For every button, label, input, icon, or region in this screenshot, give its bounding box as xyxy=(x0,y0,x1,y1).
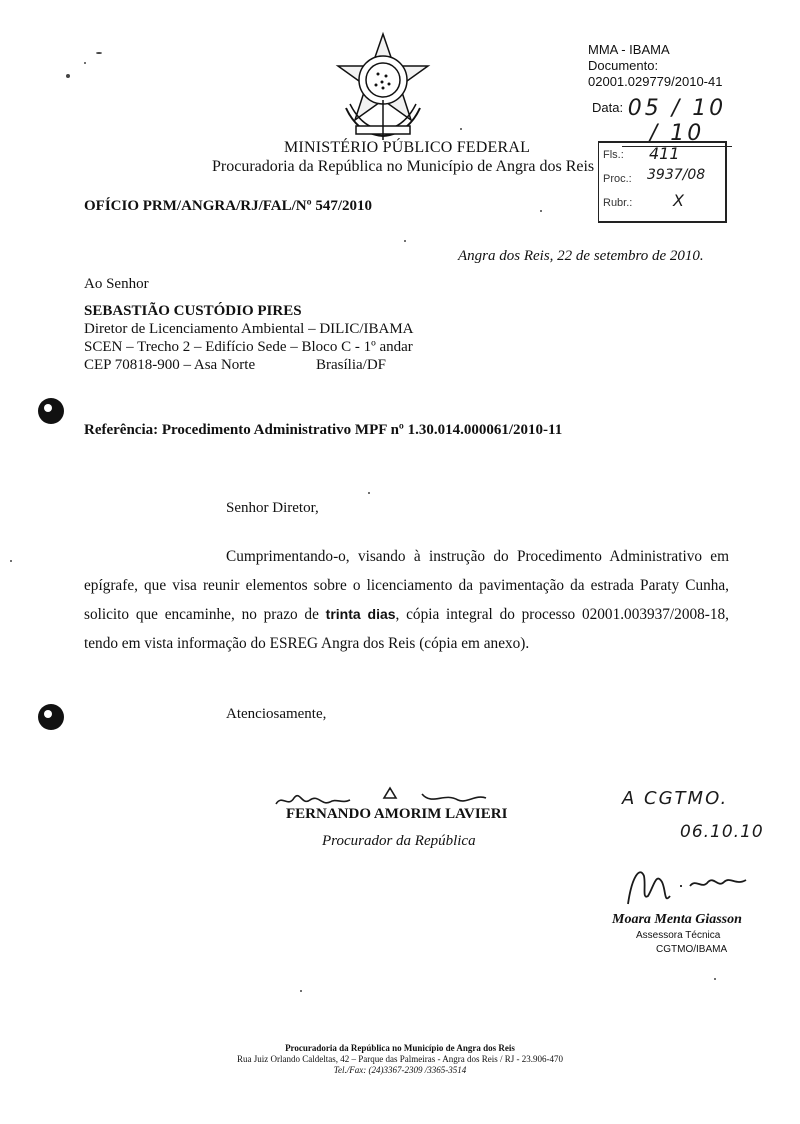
recipient-city: Brasília/DF xyxy=(316,357,386,373)
folio-stamp xyxy=(598,141,727,223)
punch-hole xyxy=(38,704,64,730)
coat-of-arms-emblem xyxy=(328,30,438,142)
letter-footer xyxy=(0,1043,800,1076)
assessor-stamp-role: Assessora Técnica xyxy=(636,930,721,941)
reference-line: Referência: Procedimento Administrativo MPF nº 1.30.014.000061/2010-11 xyxy=(84,422,563,438)
body-text-part2: , cópia integral do processo 02001.003937/2008-18, tendo em vista informação do ESREG Angra dos Reis (cópia em anexo). xyxy=(84,606,729,652)
recipient-cep: CEP 70818-900 – Asa Norte xyxy=(84,357,256,373)
letter-date: Angra dos Reis, 22 de setembro de 2010. xyxy=(458,248,704,264)
body-emphasis: trinta dias xyxy=(325,606,396,622)
punch-hole xyxy=(38,398,64,424)
stamp-date-label: Data: xyxy=(592,100,624,115)
recipient-address: SCEN – Trecho 2 – Edifício Sede – Bloco C - 1º andar xyxy=(84,339,413,355)
assessor-stamp-name: Moara Menta Giasson xyxy=(612,912,742,927)
folio-rubr-label: Rubr.: xyxy=(603,197,633,209)
folio-rubr-value: X xyxy=(673,191,684,210)
salutation: Ao Senhor xyxy=(84,276,149,292)
signer-title: Procurador da República xyxy=(322,833,476,849)
office-name: Procuradoria da República no Município de Angra dos Reis xyxy=(212,158,595,175)
protocol-stamp xyxy=(588,42,748,90)
assessor-stamp-org: CGTMO/IBAMA xyxy=(656,944,728,955)
ministry-name: MINISTÉRIO PÚBLICO FEDERAL xyxy=(284,139,531,156)
body-text-part1: Cumprimentando-o, visando à instrução do Procedimento Administrativo em epígrafe, que visa reunir elementos sobre o licenciamento da pavimentação da estrada Paraty Cunha, solicito que encaminhe, no prazo de xyxy=(84,548,729,623)
greeting: Senhor Diretor, xyxy=(226,500,319,516)
folio-fls-label: Fls.: xyxy=(603,149,624,161)
footer-phone: Tel./Fax: (24)3367-2309 /3365-3514 xyxy=(333,1065,467,1075)
stamp-org: MMA - IBAMA xyxy=(588,42,670,57)
recipient-role: Diretor de Licenciamento Ambiental – DILIC/IBAMA xyxy=(84,321,414,337)
signer-name: FERNANDO AMORIM LAVIERI xyxy=(286,806,508,822)
footer-address: Rua Juiz Orlando Caldeltas, 42 – Parque das Palmeiras - Angra dos Reis / RJ - 23.906-470 xyxy=(237,1054,563,1064)
folio-proc-value: 3937/08 xyxy=(647,167,706,183)
folio-proc-label: Proc.: xyxy=(603,173,632,185)
closing: Atenciosamente, xyxy=(226,706,327,722)
recipient-name: SEBASTIÃO CUSTÓDIO PIRES xyxy=(84,303,302,319)
stamp-doc-label: Documento: xyxy=(588,58,659,73)
folio-fls-value: 411 xyxy=(649,144,680,163)
body-paragraph xyxy=(84,542,729,658)
dispatch-date: 06.10.10 xyxy=(680,822,764,842)
dispatch-annotation: A CGTMO. xyxy=(622,788,729,809)
oficio-number: OFÍCIO PRM/ANGRA/RJ/FAL/Nº 547/2010 xyxy=(84,198,372,214)
stamp-date-value: 05 / 10 / 10 xyxy=(622,96,732,147)
stamp-doc-number: 02001.029779/2010-41 xyxy=(588,74,723,89)
footer-office: Procuradoria da República no Município de Angra dos Reis xyxy=(285,1043,515,1053)
